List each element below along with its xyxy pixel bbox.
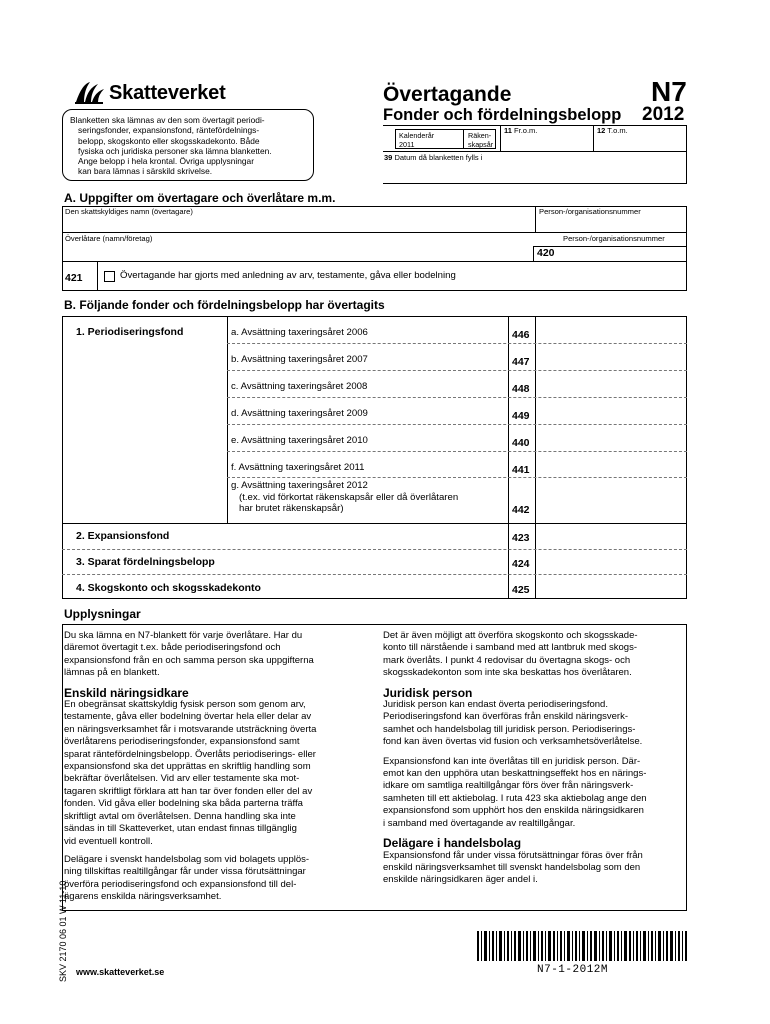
box-441: 441 xyxy=(512,464,530,476)
to-label: T.o.m. xyxy=(607,126,628,135)
from-date-field[interactable] xyxy=(504,126,537,135)
rakenskapsar-label xyxy=(468,131,493,149)
intro-line: Blanketten ska lämnas av den som övertagit periodi- xyxy=(70,115,265,125)
to-date-field[interactable] xyxy=(597,126,628,135)
barcode xyxy=(477,931,687,961)
para-line: expansionsfond från en och samma person ska uppgifterna xyxy=(64,654,314,666)
box-449: 449 xyxy=(512,410,530,422)
form-id: N7 xyxy=(651,76,687,107)
para-line: lämnas på en blankett. xyxy=(64,667,160,679)
kalenderar-label: Kalenderår xyxy=(399,131,435,140)
amount-field-442[interactable] xyxy=(536,478,686,523)
enskild-heading: Enskild näringsidkare xyxy=(64,685,189,700)
expansionsfond-label: 2. Expansionsfond xyxy=(76,530,170,542)
divider xyxy=(62,261,687,262)
box-448: 448 xyxy=(512,383,530,395)
divider xyxy=(533,246,534,261)
form-subtitle: Fonder och fördelningsbelopp xyxy=(383,106,622,124)
row-c-label: c. Avsättning taxeringsåret 2008 xyxy=(231,381,368,392)
divider xyxy=(508,316,509,599)
logo-text: Skatteverket xyxy=(109,82,226,104)
inheritance-text: Övertagande har gjorts med anledning av arv, testamente, gåva eller bodelning xyxy=(120,270,456,281)
delagare-heading: Delägare i handelsbolag xyxy=(383,836,522,851)
para-line: Juridisk person kan endast överta periodiseringsfond. xyxy=(383,699,608,711)
intro-box xyxy=(62,109,314,181)
amount-field-449[interactable] xyxy=(536,398,686,424)
para-line: bekräftar överlåtelsen. Vid arv eller testamente ska mot- xyxy=(64,773,300,785)
taxpayer-name-field[interactable]: Den skattskyldiges namn (övertagare) xyxy=(65,207,193,216)
transferor-name-field[interactable]: Överlåtare (namn/företag) xyxy=(65,234,153,243)
form-title: Övertagande xyxy=(383,83,512,106)
transferor-id-field[interactable]: Person-/organisationsnummer xyxy=(563,234,665,243)
para-line: idkare om samtliga realtillgångar förs över från näringsverk- xyxy=(383,780,634,792)
amount-field-447[interactable] xyxy=(536,344,686,370)
box-424: 424 xyxy=(512,558,530,570)
to-box-number: 12 xyxy=(597,126,606,135)
row-b-label: b. Avsättning taxeringsåret 2007 xyxy=(231,354,368,365)
divider xyxy=(227,316,228,523)
row-d-label: d. Avsättning taxeringsåret 2009 xyxy=(231,408,368,419)
para-line: konto till närstående i samband med att lantbruk med skogs- xyxy=(383,642,637,654)
amount-field-440[interactable] xyxy=(536,425,686,451)
row-g-line: (t.ex. vid förkortat räkenskapsår eller då överlåtaren xyxy=(239,491,459,503)
section-b-title: B. Följande fonder och fördelningsbelopp har övertagits xyxy=(64,298,385,312)
intro-line: belopp, skogskonto eller skogsskadekonto. Både xyxy=(78,135,260,146)
para-line: enskilde näringsidkaren äger andel i. xyxy=(383,874,538,886)
amount-field-425[interactable] xyxy=(536,575,686,598)
divider xyxy=(463,130,464,148)
date-box-number: 39 xyxy=(384,153,393,162)
section-a-title: A. Uppgifter om övertagare och överlåtare m.m. xyxy=(64,191,336,205)
from-box-number: 11 xyxy=(504,126,512,135)
info-title: Upplysningar xyxy=(64,607,141,621)
from-label: Fr.o.m. xyxy=(514,126,538,135)
para-line: däremot övertagit t.ex. både periodiseringsfond och xyxy=(64,642,281,654)
para-line: fonden. Vid gåva eller bodelning ska båda parterna träffa xyxy=(64,798,303,810)
para-line: Det är även möjligt att överföra skogskonto och skogsskade- xyxy=(383,630,638,641)
para-line: expansionsfond ska det upprättas en skriftlig handling som xyxy=(64,761,311,773)
box-447: 447 xyxy=(512,356,530,368)
amount-field-423[interactable] xyxy=(536,524,686,549)
box-442: 442 xyxy=(512,504,530,516)
amount-field-424[interactable] xyxy=(536,550,686,574)
para-line: En obegränsat skattskyldig fysisk person som genom arv, xyxy=(64,699,306,711)
row-a-label: a. Avsättning taxeringsåret 2006 xyxy=(231,327,368,338)
date-label: Datum då blanketten fylls i xyxy=(394,153,483,162)
para-line: i samband med övertagande av realtillgångar. xyxy=(383,817,576,829)
box-425: 425 xyxy=(512,584,530,596)
para-line: testamente, gåva eller bodelning övertar hela eller delar av xyxy=(64,711,312,723)
box-420: 420 xyxy=(537,247,555,259)
para-line: Delägare i svenskt handelsbolag som vid bolagets upplös- xyxy=(64,853,310,865)
periodiseringsfond-label: 1. Periodiseringsfond xyxy=(76,326,184,338)
divider xyxy=(383,183,687,184)
para-line: skogsskadekonton som inte ska beskattas hos överlåtaren. xyxy=(383,667,632,679)
divider xyxy=(97,261,98,291)
period-type-box[interactable] xyxy=(395,129,496,149)
rakenskapsar-label-1: Räken- xyxy=(468,131,492,140)
row-e-label: e. Avsättning taxeringsåret 2010 xyxy=(231,435,368,446)
para-line: skriftligt avtal om överlåtelsen. Denna handling ska inte xyxy=(64,810,296,822)
side-form-code: SKV 2170 06 01 W 11-10 xyxy=(58,880,68,982)
rakenskapsar-label-2: skapsår xyxy=(468,140,494,149)
divider xyxy=(535,206,536,232)
fill-date-field[interactable] xyxy=(384,153,482,162)
para-line: sparat räntefördelningsbelopp. Överlåts periodiserings- eller xyxy=(64,748,316,760)
para-line: enskild näringsverksamhet till svenskt handelsbolag som den xyxy=(383,861,641,873)
para-line: ning tillskiftas realtillgångar får under vissa förutsättningar xyxy=(64,866,306,878)
divider xyxy=(533,246,687,247)
para-line: Expansionsfond kan inte överlåtas till en juridisk person. Där- xyxy=(383,755,641,767)
spacer xyxy=(383,749,683,756)
para-line: vid eventuell kontroll. xyxy=(64,835,153,847)
intro-line: Ange belopp i hela krontal. Övriga upplysningar xyxy=(78,156,254,167)
divider xyxy=(500,125,501,151)
inheritance-checkbox[interactable] xyxy=(104,271,115,282)
para-line: samhet och handelsbolag till juridisk person. Periodiserings- xyxy=(383,723,636,735)
footer-url[interactable]: www.skatteverket.se xyxy=(76,967,165,977)
skatteverket-crown-logo xyxy=(72,80,106,106)
intro-line: kan bara lämnas i särskild skrivelse. xyxy=(78,166,213,177)
info-right-column xyxy=(383,630,683,887)
skogskonto-label: 4. Skogskonto och skogsskadekonto xyxy=(76,582,261,594)
para-line: expansionsfond som upphört hos den enskilda näringsidkaren xyxy=(383,805,644,817)
para-line: Du ska lämna en N7-blankett för varje överlåtare. Har du xyxy=(64,630,303,641)
box-421: 421 xyxy=(65,272,83,284)
para-line: fond kan även övertas vid fusion och verksamhetsöverlåtelse. xyxy=(383,736,643,748)
box-440: 440 xyxy=(512,437,530,449)
para-line: en näringsverksamhet får i motsvarande utsträckning överta xyxy=(64,723,317,735)
para-line: samheten till ett aktiebolag. I ruta 423 ska aktiebolag ange den xyxy=(383,792,647,804)
divider xyxy=(686,125,687,183)
para-line: Periodiseringsfond kan överföras från enskild näringsverk- xyxy=(383,711,629,723)
divider xyxy=(383,151,686,152)
row-f-label: f. Avsättning taxeringsåret 2011 xyxy=(231,462,365,473)
para-line: överlåtarens periodiseringsfonder, expansionsfond samt xyxy=(64,736,300,748)
row-g-line: g. Avsättning taxeringsåret 2012 xyxy=(231,480,368,491)
para-line: ägarens enskilda näringsverksamhet. xyxy=(64,891,222,903)
para-line: Expansionsfond får under vissa förutsättningar föras över från xyxy=(383,849,643,861)
para-line: emot kan den upphöra utan beskattningseffekt hos en närings- xyxy=(383,768,647,780)
intro-line: fysiska och juridiska personer ska lämna blanketten. xyxy=(78,145,272,156)
sparat-fordelningsbelopp-label: 3. Sparat fördelningsbelopp xyxy=(76,556,215,568)
form-year: 2012 xyxy=(642,104,685,125)
taxpayer-id-field[interactable]: Person-/organisationsnummer xyxy=(539,207,641,216)
para-line: mark överlåts. I punkt 4 redovisar du övertagna skogs- och xyxy=(383,654,631,666)
amount-field-441[interactable] xyxy=(536,452,686,477)
box-423: 423 xyxy=(512,532,530,544)
row-g-line: har brutet räkenskapsår) xyxy=(239,503,344,514)
kalenderar-value: 2011 xyxy=(399,140,415,149)
divider xyxy=(62,232,687,233)
box-446: 446 xyxy=(512,329,530,341)
intro-line: seringsfonder, expansionsfond, räntefördelnings- xyxy=(78,125,260,136)
row-g-label xyxy=(231,480,458,515)
info-left-column xyxy=(64,630,374,904)
para-line: tagaren skriftligt förklara att han tar över fonden eller del av xyxy=(64,785,313,797)
barcode-text: N7-1-2012M xyxy=(537,964,609,976)
divider xyxy=(593,125,594,151)
para-line: överföra periodiseringsfond och expansionsfond till del- xyxy=(64,878,297,890)
para-line: sändas in till Skatteverket, utan endast finnas tillgänglig xyxy=(64,823,297,835)
juridisk-heading: Juridisk person xyxy=(383,685,473,700)
amount-field-446[interactable] xyxy=(536,317,686,343)
amount-field-448[interactable] xyxy=(536,371,686,397)
